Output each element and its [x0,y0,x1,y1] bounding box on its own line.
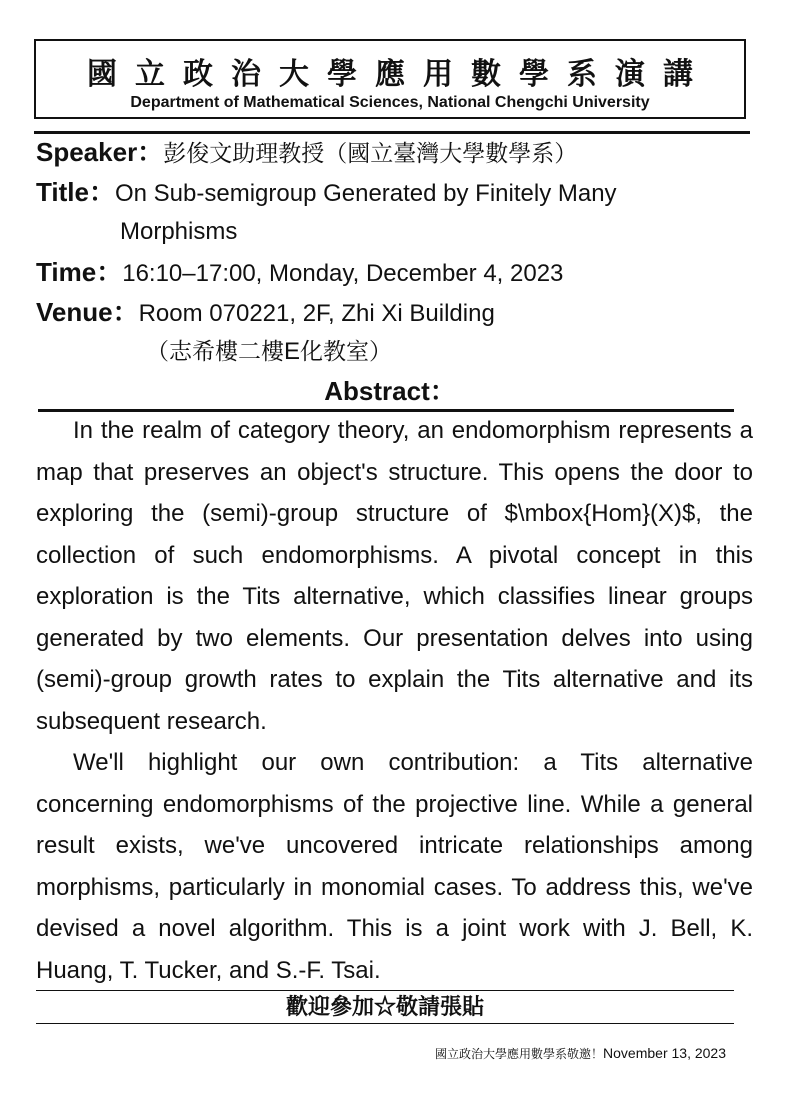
venue-line [36,297,495,329]
venue-value-line2 [146,337,392,367]
footer-date: November 13, 2023 [603,1045,726,1061]
header-title-en: Department of Mathematical Sciences, National Chengchi University [130,94,650,111]
speaker-value: 彭俊文助理教授（國立臺灣大學數學系） [163,141,578,167]
venue-line2-letter: E [284,338,301,365]
time-line [36,257,563,289]
venue-value-line1: Room 070221, 2F, Zhi Xi Building [138,300,495,327]
header-title-zh: 國立政治大學應用數學系演講 [87,57,711,92]
welcome-banner: 歡迎參加☆敬請張貼 [285,994,484,1020]
venue-line2-open: （志希樓二樓 [146,339,284,365]
speaker-line [36,137,577,169]
header-divider [34,131,750,134]
welcome-top-rule [36,990,734,991]
header-box [34,39,746,119]
venue-label: Venue： [36,297,139,327]
footer-invitation [435,1043,726,1064]
title-value-line2: Morphisms [120,218,238,245]
abstract-paragraph-1: In the realm of category theory, an endomorphism represents a map that preserves an object's structure. This opens the door to exploring the (semi)-group structure of $\mbox{Hom}(X)$, the collection of such endomorphisms. A pivotal concept in this exploration is the Tits alternative, which classifies linear groups generated by two elements. Our presentation delves into using (semi)-group growth rates to explain the Tits alternative and its subsequent research. [36,417,753,735]
title-line [36,177,617,209]
welcome-bottom-rule [36,1023,734,1024]
speaker-label: Speaker： [36,137,164,167]
abstract-paragraph-2: We'll highlight our own contribution: a Tits alternative concerning endomorphisms of the projective line. While a general result exists, we've uncovered intricate relationships among morphisms, particularly in monomial cases. To address this, we've devised a novel algorithm. This is a joint work with J. Bell, K. Huang, T. Tucker, and S.-F. Tsai. [36,749,753,984]
time-value: 16:10–17:00, Monday, December 4, 2023 [122,260,564,287]
title-label: Title： [36,177,115,207]
title-value-line1: On Sub-semigroup Generated by Finitely Many [114,180,617,207]
venue-line2-close: 化教室） [300,339,393,365]
footer-org: 國立政治大學應用數學系敬邀！ [435,1047,604,1061]
abstract-heading: Abstract： [324,376,456,406]
time-label: Time： [36,257,123,287]
